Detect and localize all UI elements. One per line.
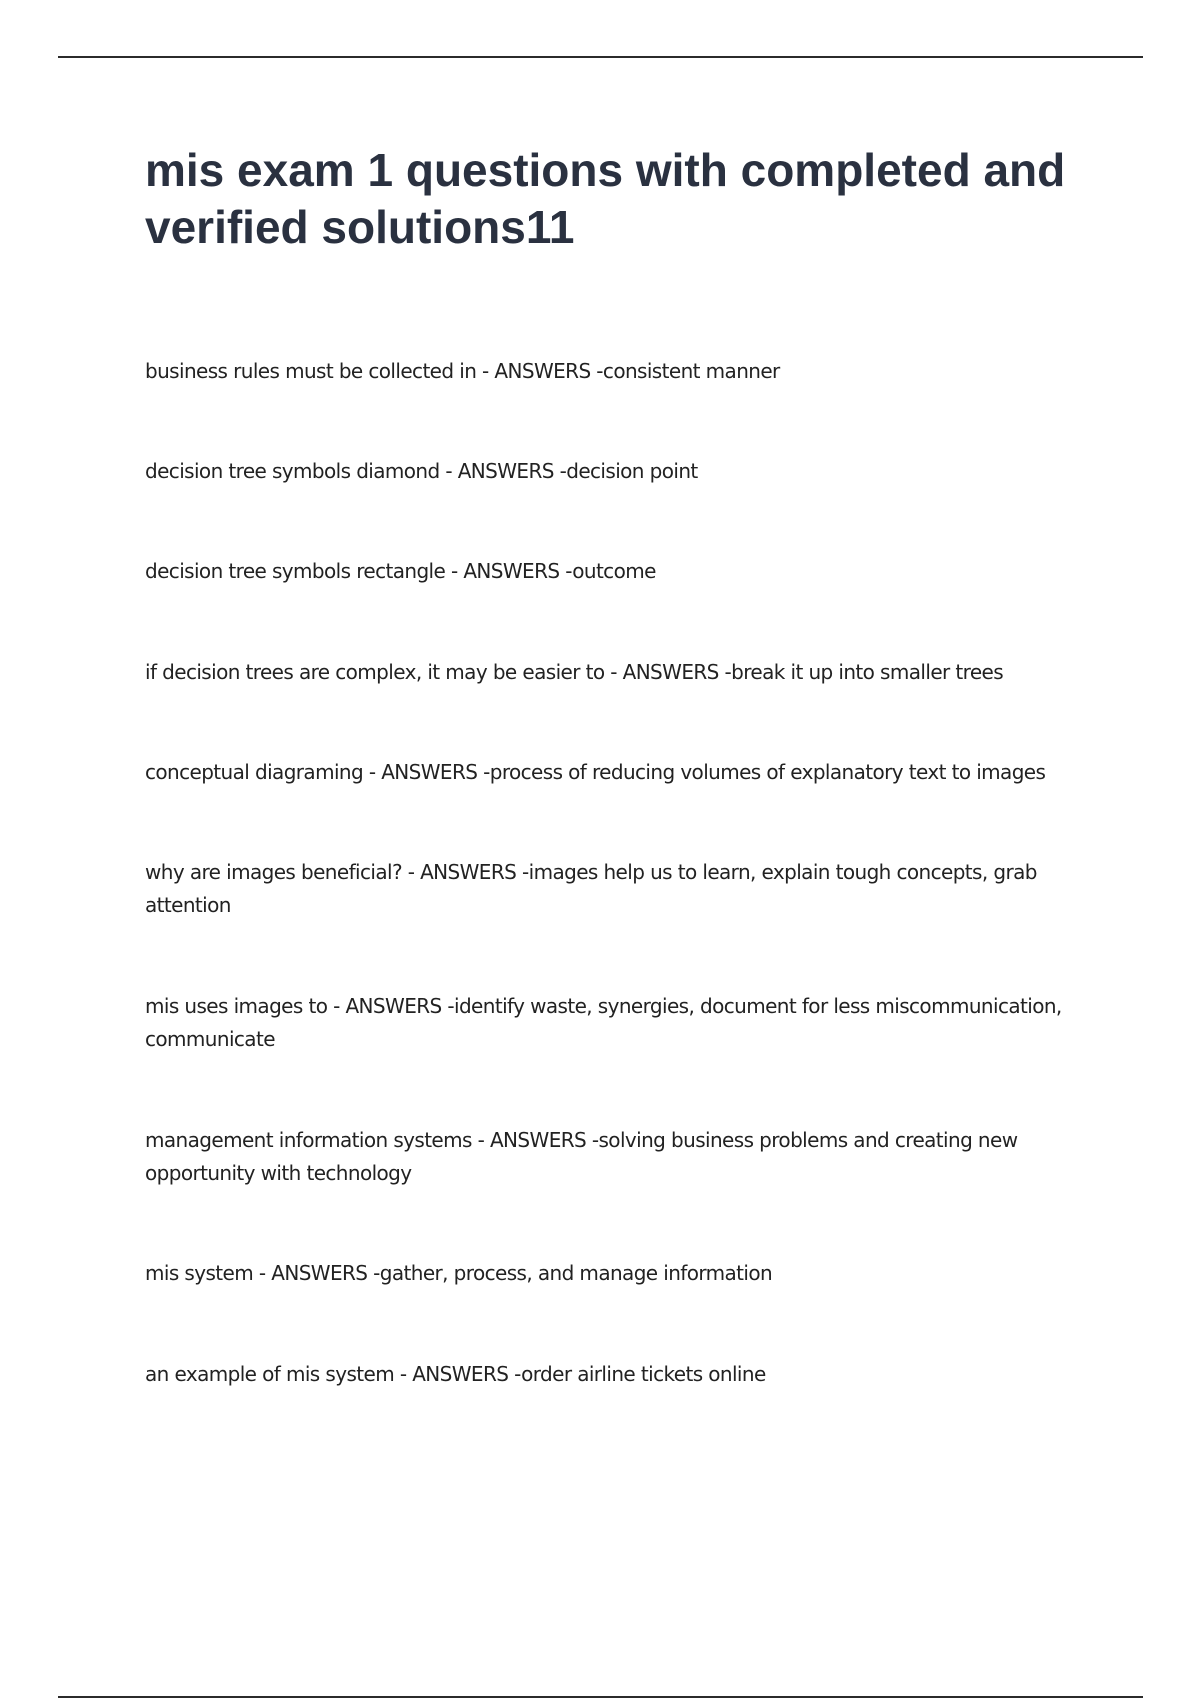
- qa-item: business rules must be collected in - ANSWERS -consistent manner: [145, 359, 780, 383]
- qa-item: conceptual diagraming - ANSWERS -process of reducing volumes of explanatory text to images: [145, 760, 1046, 784]
- qa-item: why are images beneficial? - ANSWERS -images help us to learn, explain tough concepts, grab attention: [145, 860, 1037, 917]
- bottom-divider: [58, 1696, 1143, 1698]
- top-divider: [58, 56, 1143, 58]
- qa-item: management information systems - ANSWERS -solving business problems and creating new opportunity with technology: [145, 1128, 1018, 1185]
- qa-item: if decision trees are complex, it may be easier to - ANSWERS -break it up into smaller trees: [145, 660, 1004, 684]
- qa-item: mis system - ANSWERS -gather, process, and manage information: [145, 1261, 773, 1285]
- document-title: mis exam 1 questions with completed and verified solutions11: [145, 144, 1066, 253]
- qa-item: an example of mis system - ANSWERS -order airline tickets online: [145, 1362, 766, 1386]
- qa-item: decision tree symbols diamond - ANSWERS -decision point: [145, 459, 698, 483]
- qa-item: mis uses images to - ANSWERS -identify waste, synergies, document for less miscommunication, communicate: [145, 994, 1062, 1051]
- qa-item: decision tree symbols rectangle - ANSWERS -outcome: [145, 559, 656, 583]
